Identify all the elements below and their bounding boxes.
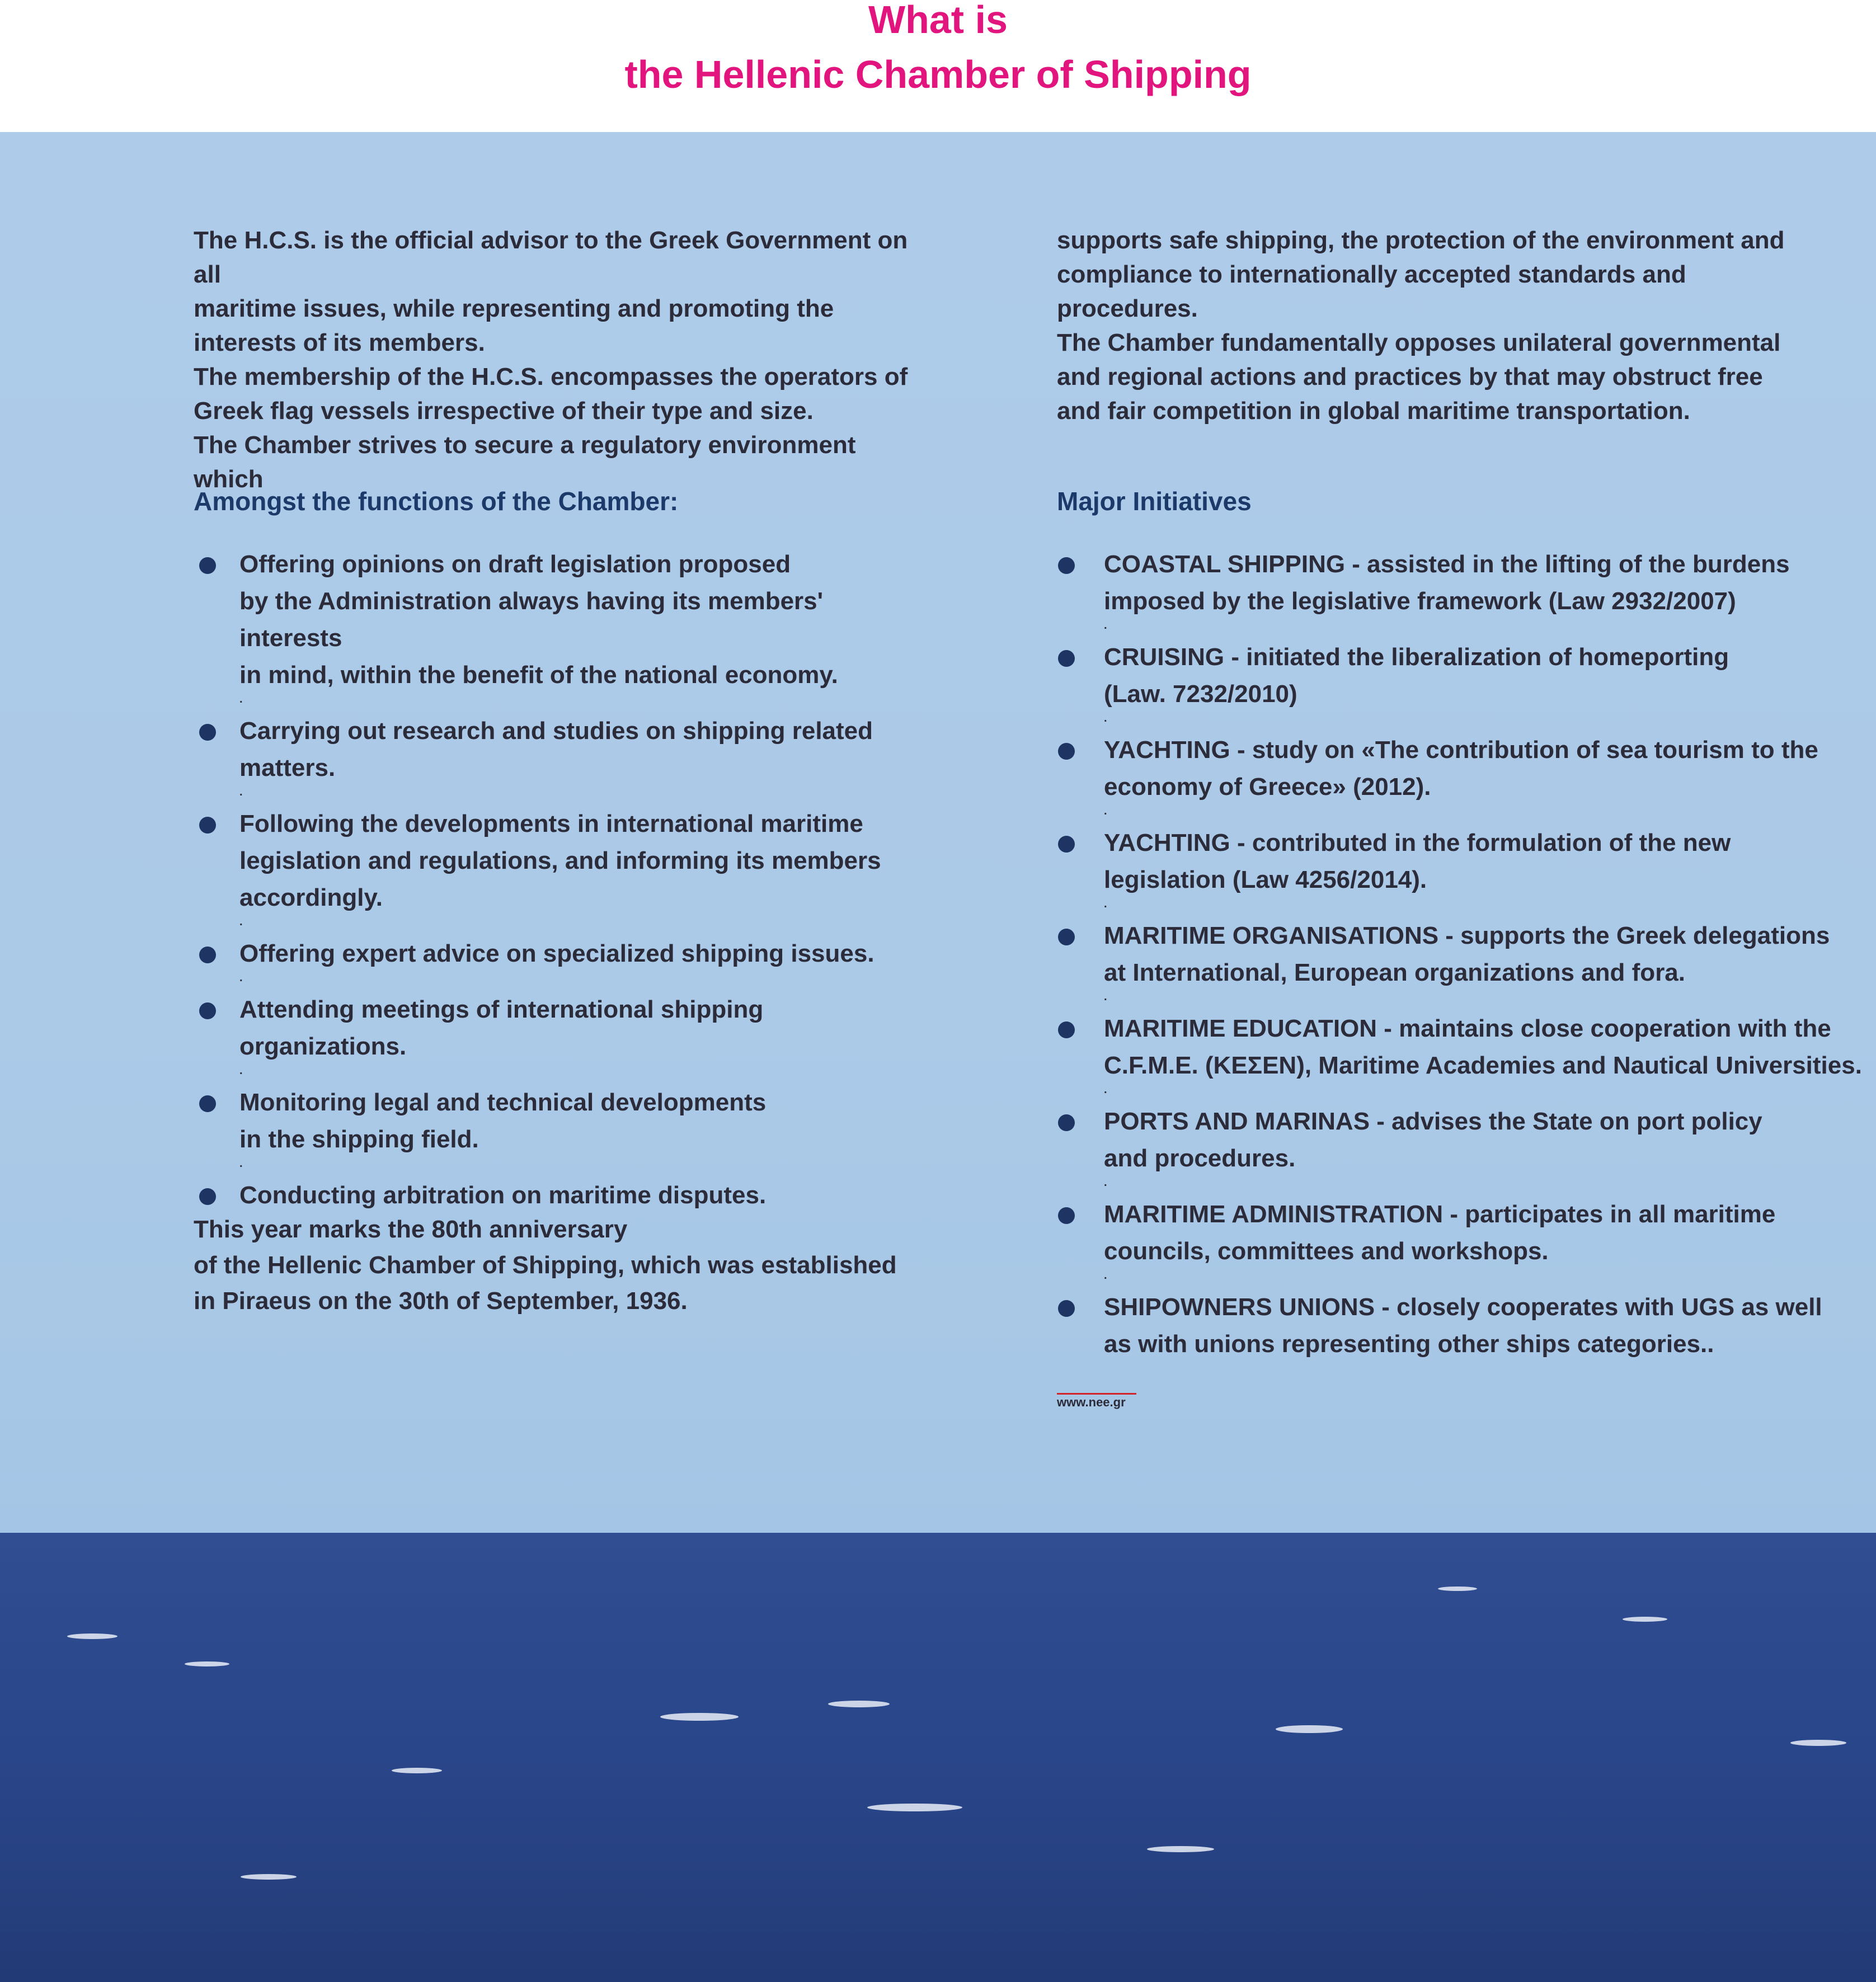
separator-dot: . [239,693,243,705]
title-band [0,0,1876,132]
list-item-line: councils, committees and workshops. [1104,1237,1549,1265]
list-item-line: YACHTING - contributed in the formulation of the new [1104,829,1731,856]
separator-dot: . [1104,1084,1107,1096]
list-item-line: organizations. [239,1033,407,1060]
intro-left-line: The membership of the H.C.S. encompasses the operators of [194,363,908,390]
intro-right-line: procedures. [1057,295,1198,322]
bullet-icon [199,1095,216,1112]
separator-dot: . [1104,805,1107,817]
list-item-line: in mind, within the benefit of the national economy. [239,661,838,689]
intro-right-line: supports safe shipping, the protection of the environment and [1057,227,1785,254]
list-item [1057,1289,1863,1363]
list-item-line: accordingly. [239,884,383,911]
list-item-line: as with unions representing other ships categories.. [1104,1330,1714,1358]
intro-left [194,223,910,496]
whitecap [67,1633,117,1639]
list-item-line: imposed by the legislative framework (Law 2932/2007) [1104,587,1736,615]
anniversary-line: This year marks the 80th anniversary [194,1216,628,1243]
bullet-icon [199,557,216,574]
list-item [1057,1196,1863,1289]
list-item [1057,639,1863,732]
separator-dot: . [239,786,243,798]
intro-left-line: The Chamber strives to secure a regulatory environment which [194,431,856,493]
bullet-icon [1058,743,1075,760]
whitecap [241,1874,297,1880]
list-item [1057,825,1863,917]
anniversary-paragraph [194,1212,921,1319]
functions-heading: Amongst the functions of the Chamber: [194,487,679,516]
whitecap [392,1768,442,1773]
intro-left-line: Greek flag vessels irrespective of their type and size. [194,397,814,425]
list-item-line: MARITIME EDUCATION - maintains close cooperation with the [1104,1015,1831,1042]
separator-dot: . [239,972,243,984]
bullet-icon [1058,650,1075,667]
bullet-icon [1058,1114,1075,1131]
page-title-line-1: What is [868,0,1008,41]
bullet-icon [1058,836,1075,853]
bullet-icon [1058,1300,1075,1317]
intro-right-line: The Chamber fundamentally opposes unilateral governmental [1057,329,1781,356]
separator-dot: . [239,1065,243,1077]
sea-background [0,1533,1876,1982]
list-item-line: Attending meetings of international shipping [239,996,764,1023]
list-item [194,991,921,1084]
whitecap [185,1661,229,1666]
list-item-line: (Law. 7232/2010) [1104,680,1297,708]
link-underline [1057,1393,1136,1395]
list-item-line: CRUISING - initiated the liberalization of homeporting [1104,643,1729,671]
list-item [1057,546,1863,639]
list-item [194,1177,921,1214]
list-item-line: SHIPOWNERS UNIONS - closely cooperates with UGS as well [1104,1293,1822,1321]
whitecap [1623,1617,1667,1622]
intro-right-line: and regional actions and practices by that may obstruct free [1057,363,1763,390]
intro-left-line: maritime issues, while representing and promoting the [194,295,834,322]
list-item-line: MARITIME ORGANISATIONS - supports the Greek delegations [1104,922,1830,949]
intro-left-line: The H.C.S. is the official advisor to the Greek Government on all [194,227,908,288]
whitecap [660,1713,739,1721]
list-item-line: Offering expert advice on specialized shipping issues. [239,940,874,967]
intro-right-line: compliance to internationally accepted standards and [1057,261,1686,288]
list-item-line: matters. [239,754,336,781]
list-item-line: by the Administration always having its members' interests [239,587,824,652]
list-item-line: C.F.M.E. (ΚΕΣΕΝ), Maritime Academies and Nautical Universities. [1104,1052,1862,1079]
intro-right [1057,223,1840,428]
list-item-line: YACHTING - study on «The contribution of sea tourism to the [1104,736,1818,764]
separator-dot: . [239,1157,243,1170]
list-item-line: economy of Greece» (2012). [1104,773,1431,801]
whitecap [1438,1586,1477,1591]
bullet-icon [199,817,216,834]
bullet-icon [1058,557,1075,574]
initiatives-heading: Major Initiatives [1057,487,1252,516]
whitecap [1790,1740,1846,1746]
list-item-line: Monitoring legal and technical developments [239,1089,767,1116]
separator-dot: . [1104,898,1107,910]
bullet-icon [1058,1207,1075,1224]
list-item-line: PORTS AND MARINAS - advises the State on port policy [1104,1108,1762,1135]
whitecap [867,1804,962,1811]
separator-dot: . [1104,991,1107,1003]
intro-left-line: interests of its members. [194,329,485,356]
list-item-line: MARITIME ADMINISTRATION - participates in all maritime [1104,1201,1776,1228]
anniversary-line: in Piraeus on the 30th of September, 1936. [194,1287,688,1315]
anniversary-line: of the Hellenic Chamber of Shipping, which was established [194,1251,897,1279]
list-item [194,713,921,806]
intro-right-line: and fair competition in global maritime transportation. [1057,397,1690,425]
separator-dot: . [1104,1269,1107,1282]
separator-dot: . [1104,712,1107,724]
list-item [1057,917,1863,1010]
bullet-icon [1058,929,1075,945]
list-item [1057,1103,1863,1196]
list-item-line: in the shipping field. [239,1126,479,1153]
bullet-icon [199,1188,216,1205]
separator-dot: . [1104,1176,1107,1189]
list-item-line: at International, European organizations and fora. [1104,959,1686,986]
list-item-line: legislation (Law 4256/2014). [1104,866,1427,893]
page-title-line-2: the Hellenic Chamber of Shipping [624,53,1252,96]
bullet-icon [199,947,216,963]
initiatives-list [1057,546,1863,1363]
list-item-line: Offering opinions on draft legislation proposed [239,550,791,578]
list-item-line: Conducting arbitration on maritime disputes. [239,1181,767,1209]
list-item [194,546,921,713]
separator-dot: . [1104,619,1107,632]
website-link[interactable]: www.nee.gr [1057,1395,1126,1409]
list-item-line: COASTAL SHIPPING - assisted in the lifting of the burdens [1104,550,1790,578]
list-item [1057,1010,1863,1103]
whitecap [1147,1846,1214,1852]
functions-list [194,546,921,1214]
list-item [194,806,921,935]
whitecap [828,1701,890,1707]
list-item-line: legislation and regulations, and informing its members [239,847,881,874]
bullet-icon [199,724,216,741]
bullet-icon [199,1002,216,1019]
list-item [1057,732,1863,825]
list-item-line: Following the developments in international maritime [239,810,863,837]
bullet-icon [1058,1021,1075,1038]
list-item-line: Carrying out research and studies on shipping related [239,717,873,745]
list-item [194,1084,921,1177]
separator-dot: . [239,916,243,928]
list-item [194,935,921,991]
list-item-line: and procedures. [1104,1145,1296,1172]
whitecap [1276,1725,1343,1733]
